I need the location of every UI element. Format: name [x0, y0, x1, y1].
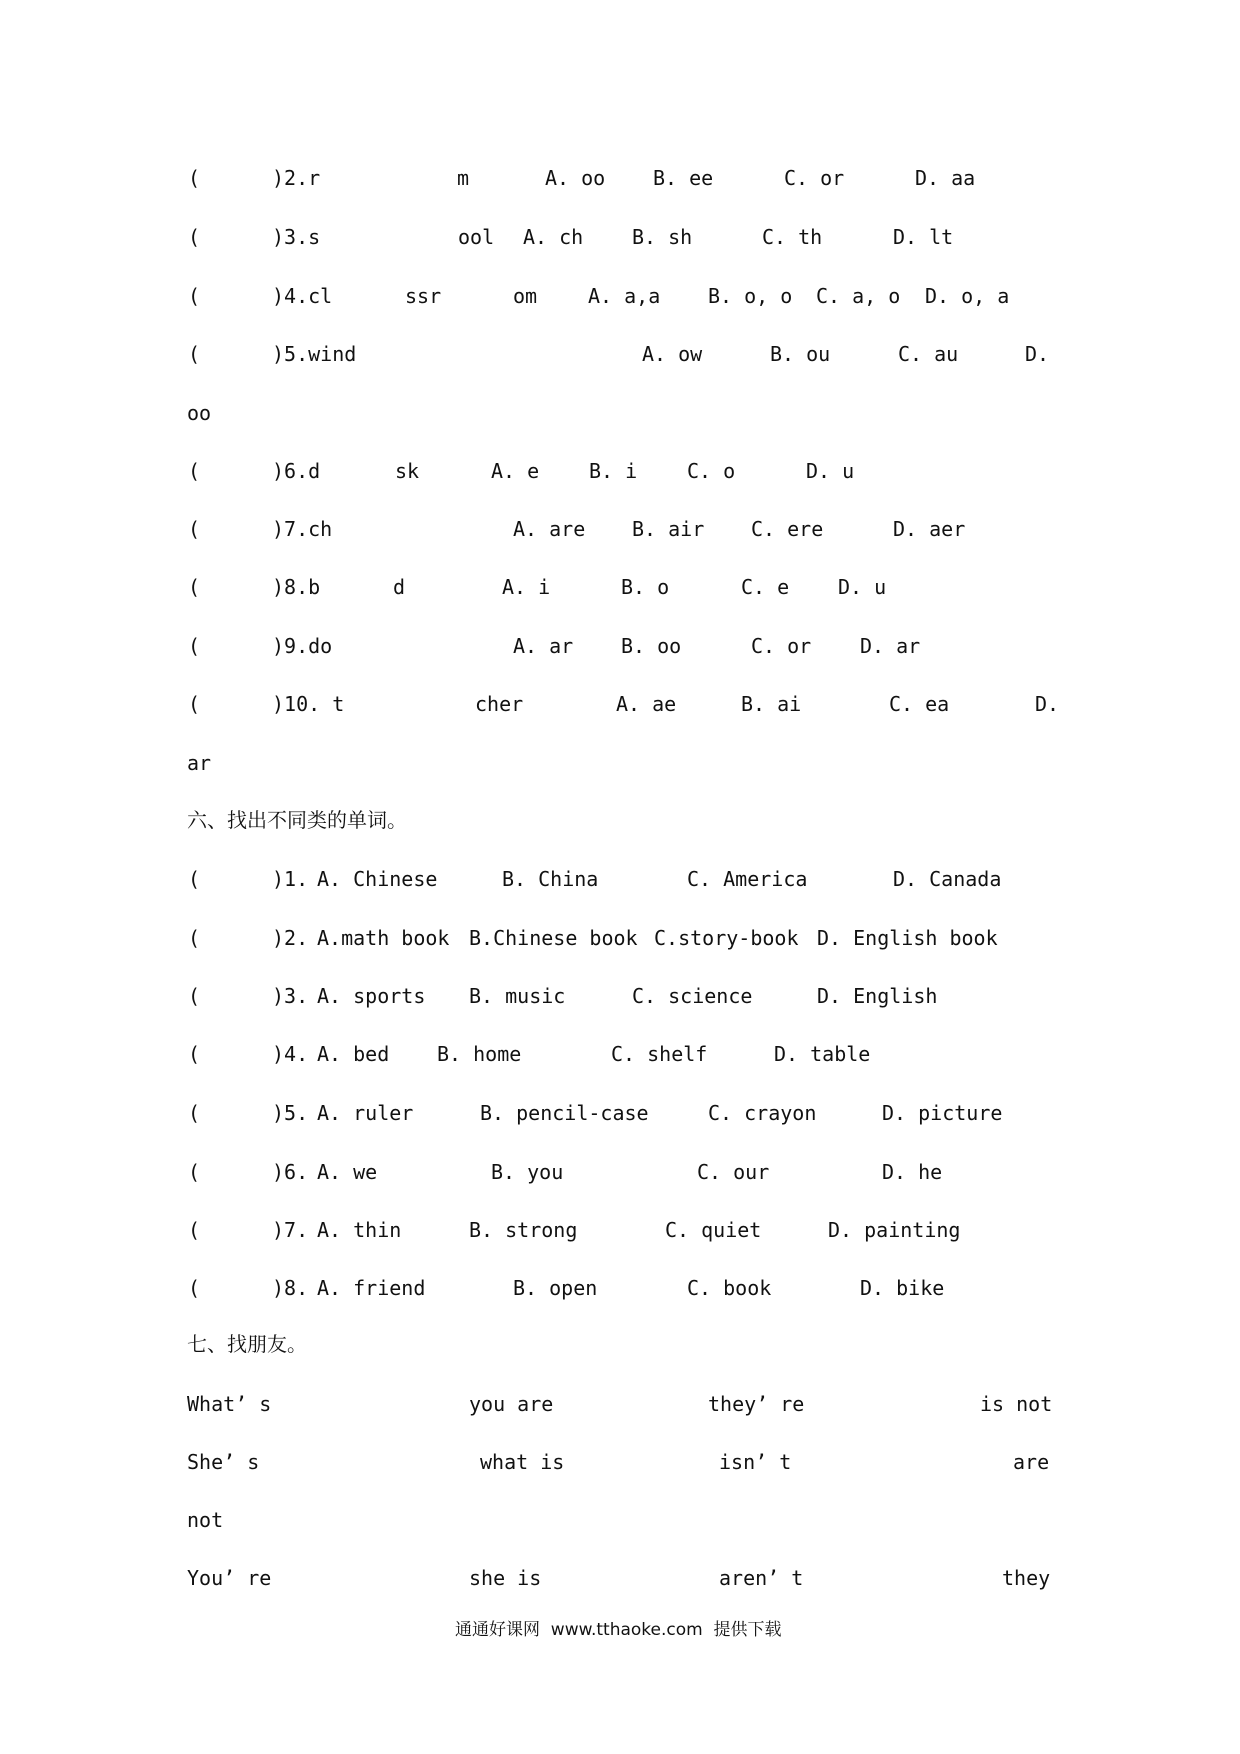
question-number: )8.: [272, 1276, 309, 1300]
answer-paren: (: [188, 166, 201, 190]
option-d: D. he: [882, 1160, 943, 1184]
answer-paren: (: [188, 575, 201, 599]
full-form: is not: [980, 1392, 1053, 1416]
option-a: A. e: [491, 459, 540, 483]
question-number: )1.: [272, 867, 309, 891]
contraction: She’ s: [187, 1450, 260, 1474]
contraction: You’ re: [187, 1566, 272, 1590]
option-d-wrap: ar: [187, 751, 212, 775]
answer-paren: (: [188, 1218, 201, 1242]
option-d: D. lt: [893, 225, 954, 249]
word-part: d: [393, 575, 406, 599]
option-a: A. friend: [317, 1276, 426, 1300]
footer-text: 通通好课网 www.tthaoke.com 提供下载: [455, 1620, 782, 1640]
word-part: ool: [458, 225, 495, 249]
full-form-wrap: not: [187, 1508, 224, 1532]
option-b: B. sh: [632, 225, 693, 249]
option-a: A. ch: [523, 225, 584, 249]
contraction: isn’ t: [719, 1450, 792, 1474]
option-d: D. English book: [817, 926, 998, 950]
answer-paren: (: [188, 926, 201, 950]
option-b: B. air: [632, 517, 705, 541]
word-part: cher: [475, 692, 524, 716]
option-b: B. i: [589, 459, 638, 483]
option-d: D. u: [838, 575, 887, 599]
option-b: B. open: [513, 1276, 598, 1300]
option-d: D. u: [806, 459, 855, 483]
option-a: A. bed: [317, 1042, 390, 1066]
option-c: C. ere: [751, 517, 824, 541]
option-c: C. ea: [889, 692, 950, 716]
question-number: )7.ch: [272, 517, 333, 541]
option-a: A. i: [502, 575, 551, 599]
word-part: sk: [395, 459, 420, 483]
option-c: C. or: [751, 634, 812, 658]
option-b: B. China: [502, 867, 599, 891]
word-part: om: [513, 284, 538, 308]
option-a: A. ae: [616, 692, 677, 716]
contraction: aren’ t: [719, 1566, 804, 1590]
question-number: )4.cl: [272, 284, 333, 308]
option-a: A. Chinese: [317, 867, 438, 891]
option-c: C. America: [687, 867, 808, 891]
question-number: )5.wind: [272, 342, 357, 366]
answer-paren: (: [188, 284, 201, 308]
option-a: A. sports: [317, 984, 426, 1008]
answer-paren: (: [188, 1042, 201, 1066]
question-number: )9.do: [272, 634, 333, 658]
option-c: C. quiet: [665, 1218, 762, 1242]
answer-paren: (: [188, 984, 201, 1008]
option-c: C. science: [632, 984, 753, 1008]
option-a: A. ow: [642, 342, 703, 366]
option-b: B. oo: [621, 634, 682, 658]
option-a: A. a,a: [588, 284, 661, 308]
option-d: D. aer: [893, 517, 966, 541]
option-d: D.: [1025, 342, 1050, 366]
option-d: D. Canada: [893, 867, 1002, 891]
option-a: A. ruler: [317, 1101, 414, 1125]
question-number: )6.: [272, 1160, 309, 1184]
option-b: B. ou: [770, 342, 831, 366]
option-d: D. aa: [915, 166, 976, 190]
question-number: )7.: [272, 1218, 309, 1242]
answer-paren: (: [188, 634, 201, 658]
option-c: C. au: [898, 342, 959, 366]
option-a: A. we: [317, 1160, 378, 1184]
answer-paren: (: [188, 459, 201, 483]
contraction: they’ re: [708, 1392, 805, 1416]
question-number: )5.: [272, 1101, 309, 1125]
option-d: D. bike: [860, 1276, 945, 1300]
option-b: B. strong: [469, 1218, 578, 1242]
answer-paren: (: [188, 517, 201, 541]
question-number: )4.: [272, 1042, 309, 1066]
answer-paren: (: [188, 342, 201, 366]
option-b: B. you: [491, 1160, 564, 1184]
option-b: B.Chinese book: [469, 926, 638, 950]
option-b: B. pencil-case: [480, 1101, 649, 1125]
answer-paren: (: [188, 1276, 201, 1300]
full-form: they: [1002, 1566, 1051, 1590]
full-form: she is: [469, 1566, 542, 1590]
option-c: C. th: [762, 225, 823, 249]
option-b: B. music: [469, 984, 566, 1008]
option-d: D. painting: [828, 1218, 961, 1242]
question-number: )3.s: [272, 225, 321, 249]
question-number: )2.r: [272, 166, 321, 190]
option-c: C. or: [784, 166, 845, 190]
option-b: B. ai: [741, 692, 802, 716]
option-c: C. a, o: [816, 284, 901, 308]
word-part: ssr: [405, 284, 442, 308]
option-d: D.: [1035, 692, 1060, 716]
option-c: C. e: [741, 575, 790, 599]
answer-paren: (: [188, 225, 201, 249]
option-c: C. crayon: [708, 1101, 817, 1125]
full-form: are: [1013, 1450, 1050, 1474]
option-d-wrap: oo: [187, 401, 212, 425]
section-title: 六、找出不同类的单词。: [187, 808, 407, 832]
option-d: D. ar: [860, 634, 921, 658]
option-c: C. o: [687, 459, 736, 483]
answer-paren: (: [188, 1101, 201, 1125]
question-number: )8.b: [272, 575, 321, 599]
option-b: B. o, o: [708, 284, 793, 308]
option-c: C. shelf: [611, 1042, 708, 1066]
option-d: D. picture: [882, 1101, 1003, 1125]
answer-paren: (: [188, 692, 201, 716]
answer-paren: (: [188, 1160, 201, 1184]
option-d: D. o, a: [925, 284, 1010, 308]
option-c: C. our: [697, 1160, 770, 1184]
option-c: C.story-book: [654, 926, 799, 950]
option-d: D. English: [817, 984, 938, 1008]
option-a: A. are: [513, 517, 586, 541]
question-number: )6.d: [272, 459, 321, 483]
option-a: A. thin: [317, 1218, 402, 1242]
option-b: B. home: [437, 1042, 522, 1066]
option-c: C. book: [687, 1276, 772, 1300]
contraction: What’ s: [187, 1392, 272, 1416]
full-form: you are: [469, 1392, 554, 1416]
section-title: 七、找朋友。: [187, 1332, 307, 1356]
question-number: )3.: [272, 984, 309, 1008]
option-d: D. table: [774, 1042, 871, 1066]
option-a: A.math book: [317, 926, 450, 950]
question-number: )2.: [272, 926, 309, 950]
answer-paren: (: [188, 867, 201, 891]
option-a: A. ar: [513, 634, 574, 658]
option-a: A. oo: [545, 166, 606, 190]
full-form: what is: [480, 1450, 565, 1474]
word-part: m: [457, 166, 470, 190]
option-b: B. o: [621, 575, 670, 599]
question-number: )10. t: [272, 692, 345, 716]
option-b: B. ee: [653, 166, 714, 190]
